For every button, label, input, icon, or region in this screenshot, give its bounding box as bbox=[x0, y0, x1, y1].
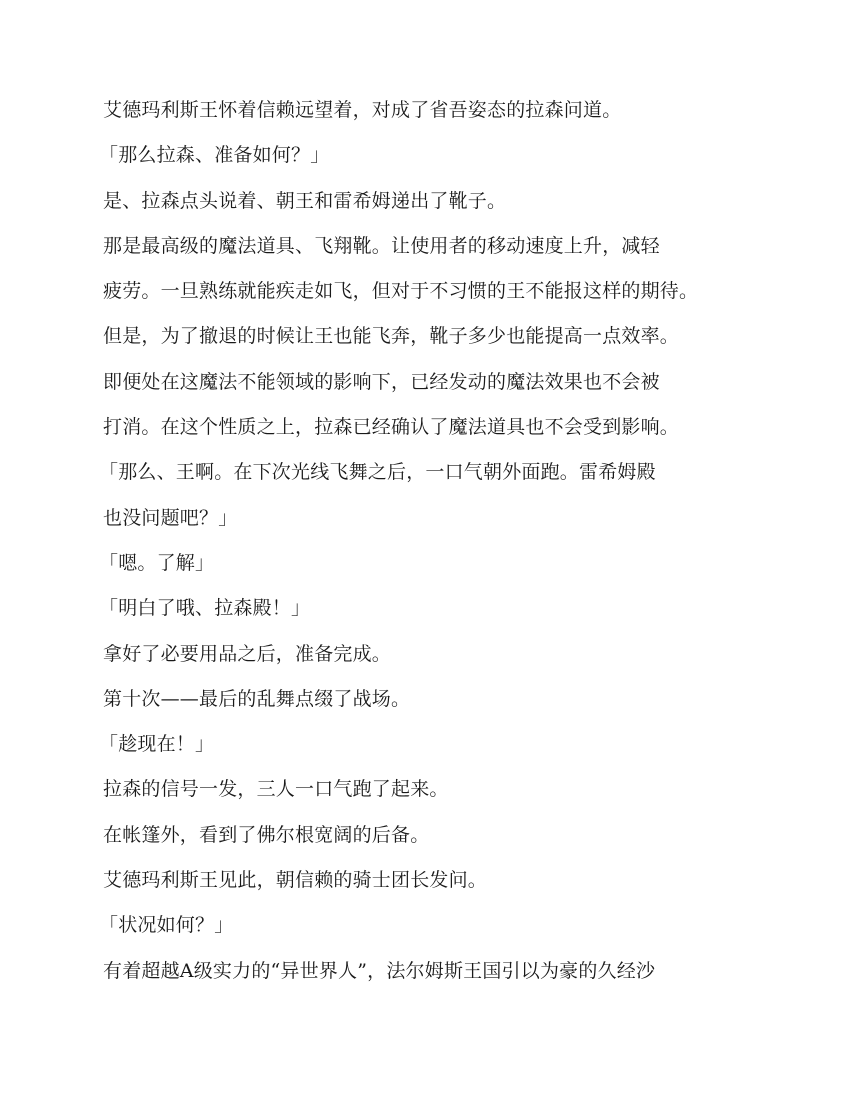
text-line: 也没问题吧？」 bbox=[103, 506, 238, 529]
text-line: 艾德玛利斯王见此，朝信赖的骑士团长发问。 bbox=[103, 869, 488, 892]
dialogue-line: 「嗯。了解」 bbox=[99, 551, 215, 574]
text-line: 第十次——最后的乱舞点缀了战场。 bbox=[103, 687, 411, 710]
body-text bbox=[99, 91, 763, 997]
dialogue-line: 「趁现在！」 bbox=[99, 733, 215, 756]
text-line: 那是最高级的魔法道具、飞翔靴。让使用者的移动速度上升，减轻 bbox=[103, 234, 660, 257]
text-line: 有着超越A级实力的“异世界人”，法尔姆斯王国引以为豪的久经沙 bbox=[103, 959, 656, 982]
dialogue-line: 「状况如何？」 bbox=[99, 914, 234, 937]
dialogue-line: 「明白了哦、拉森殿！」 bbox=[99, 597, 311, 620]
text-line: 但是，为了撤退的时候让王也能飞奔，靴子多少也能提高一点效率。 bbox=[103, 325, 680, 348]
text-line: 艾德玛利斯王怀着信赖远望着，对成了省吾姿态的拉森问道。 bbox=[103, 99, 622, 121]
text-line: 疲劳。一旦熟练就能疾走如飞，但对于不习惯的王不能报这样的期待。 bbox=[103, 280, 699, 303]
text-line: 在帐篷外，看到了佛尔根宽阔的后备。 bbox=[103, 823, 430, 846]
text-line: 打消。在这个性质之上，拉森已经确认了魔法道具也不会受到影响。 bbox=[103, 416, 680, 439]
text-line: 拉森的信号一发，三人一口气跑了起来。 bbox=[103, 778, 449, 801]
text-line: 拿好了必要用品之后，准备完成。 bbox=[103, 642, 392, 665]
text-line: 是、拉森点头说着、朝王和雷希姆递出了靴子。 bbox=[103, 189, 507, 212]
text-line: 即便处在这魔法不能领域的影响下，已经发动的魔法效果也不会被 bbox=[103, 370, 660, 393]
dialogue-line: 「那么、王啊。在下次光线飞舞之后，一口气朝外面跑。雷希姆殿 bbox=[99, 461, 656, 484]
dialogue-line: 「那么拉森、准备如何？」 bbox=[99, 144, 330, 167]
